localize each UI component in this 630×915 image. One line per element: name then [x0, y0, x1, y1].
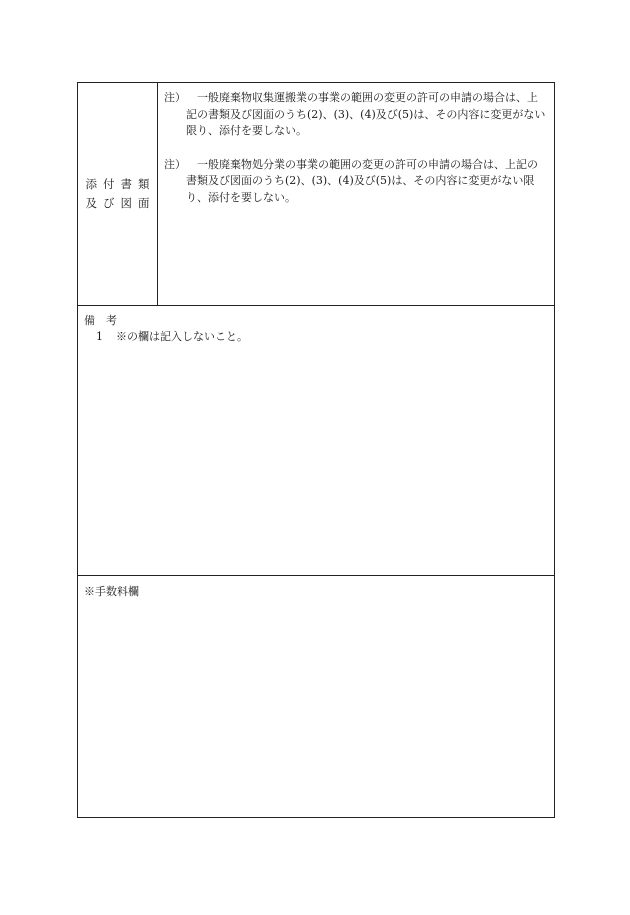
note-mark: 注） — [164, 91, 186, 104]
remarks-item-number: 1 — [96, 330, 103, 343]
attachment-note — [164, 157, 548, 207]
application-form-table — [77, 82, 555, 818]
attachments-label-cell — [78, 83, 158, 305]
remarks-item — [84, 329, 548, 345]
remarks-item-text: ※の欄は記入しないこと。 — [116, 330, 248, 343]
note-mark: 注） — [164, 157, 186, 171]
attachments-label-line2: 及び図面 — [85, 196, 156, 210]
attachments-label-line1: 添付書類 — [85, 177, 156, 191]
note-text: 一般廃棄物収集運搬業の事業の範囲の変更の許可の申請の場合は、上記の書類及び図面のうち(2)、(3)、(4)及び(5)は、その内容に変更がない限り、添付を要しない。 — [186, 91, 546, 137]
remarks-row — [78, 306, 554, 576]
attachments-row — [78, 83, 554, 306]
remarks-title: 備考 — [84, 314, 128, 327]
note-text: 一般廃棄物処分業の事業の範囲の変更の許可の申請の場合は、上記の書類及び図面のうち(2)、(3)、(4)及び(5)は、その内容に変更がない限り、添付を要しない。 — [186, 157, 538, 204]
fee-row — [78, 576, 554, 817]
fee-label: ※手数料欄 — [84, 585, 139, 598]
attachment-note — [164, 90, 548, 140]
attachments-content-cell — [158, 83, 554, 305]
